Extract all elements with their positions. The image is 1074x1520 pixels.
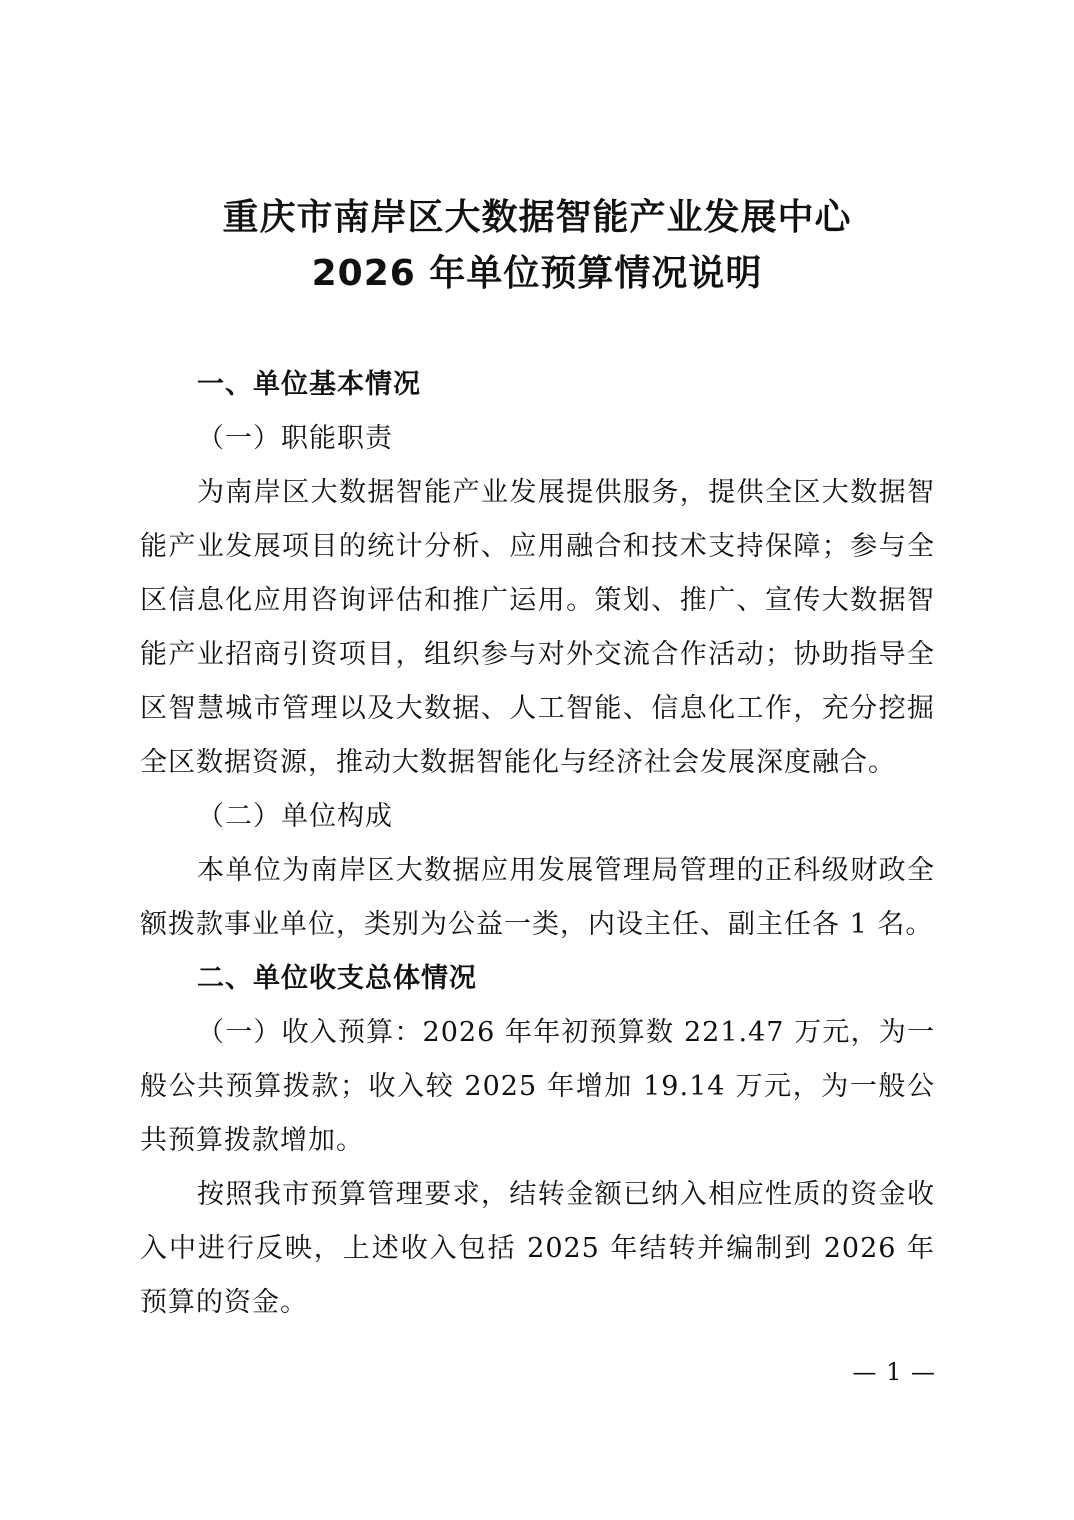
income-budget-paragraph: （一）收入预算：2026 年年初预算数 221.47 万元，为一般公共预算拨款；收入较 2025 年增加 19.14 万元，为一般公共预算拨款增加。	[140, 1017, 935, 1156]
title-line-2: 2026 年单位预算情况说明	[311, 253, 763, 294]
document-title	[0, 190, 1074, 302]
section-1-heading: 一、单位基本情况	[197, 369, 421, 400]
document-body	[140, 358, 935, 1330]
carryover-paragraph: 按照我市预算管理要求，结转金额已纳入相应性质的资金收入中进行反映，上述收入包括 2025 年结转并编制到 2026 年预算的资金。	[140, 1179, 935, 1318]
page-number: — 1 —	[852, 1358, 936, 1386]
composition-paragraph: 本单位为南岸区大数据应用发展管理局管理的正科级财政全额拨款事业单位，类别为公益一类，内设主任、副主任各 1 名。	[140, 855, 935, 940]
title-line-1: 重庆市南岸区大数据智能产业发展中心	[222, 197, 852, 238]
section-1-sub-2-heading: （二）单位构成	[197, 801, 393, 832]
section-1-sub-1-heading: （一）职能职责	[197, 423, 393, 454]
duties-paragraph: 为南岸区大数据智能产业发展提供服务，提供全区大数据智能产业发展项目的统计分析、应用融合和技术支持保障；参与全区信息化应用咨询评估和推广运用。策划、推广、宣传大数据智能产业招商引资项目，组织参与对外交流合作活动；协助指导全区智慧城市管理以及大数据、人工智能、信息化工作，充分挖掘全区数据资源，推动大数据智能化与经济社会发展深度融合。	[140, 477, 935, 778]
section-2-heading: 二、单位收支总体情况	[197, 963, 477, 994]
